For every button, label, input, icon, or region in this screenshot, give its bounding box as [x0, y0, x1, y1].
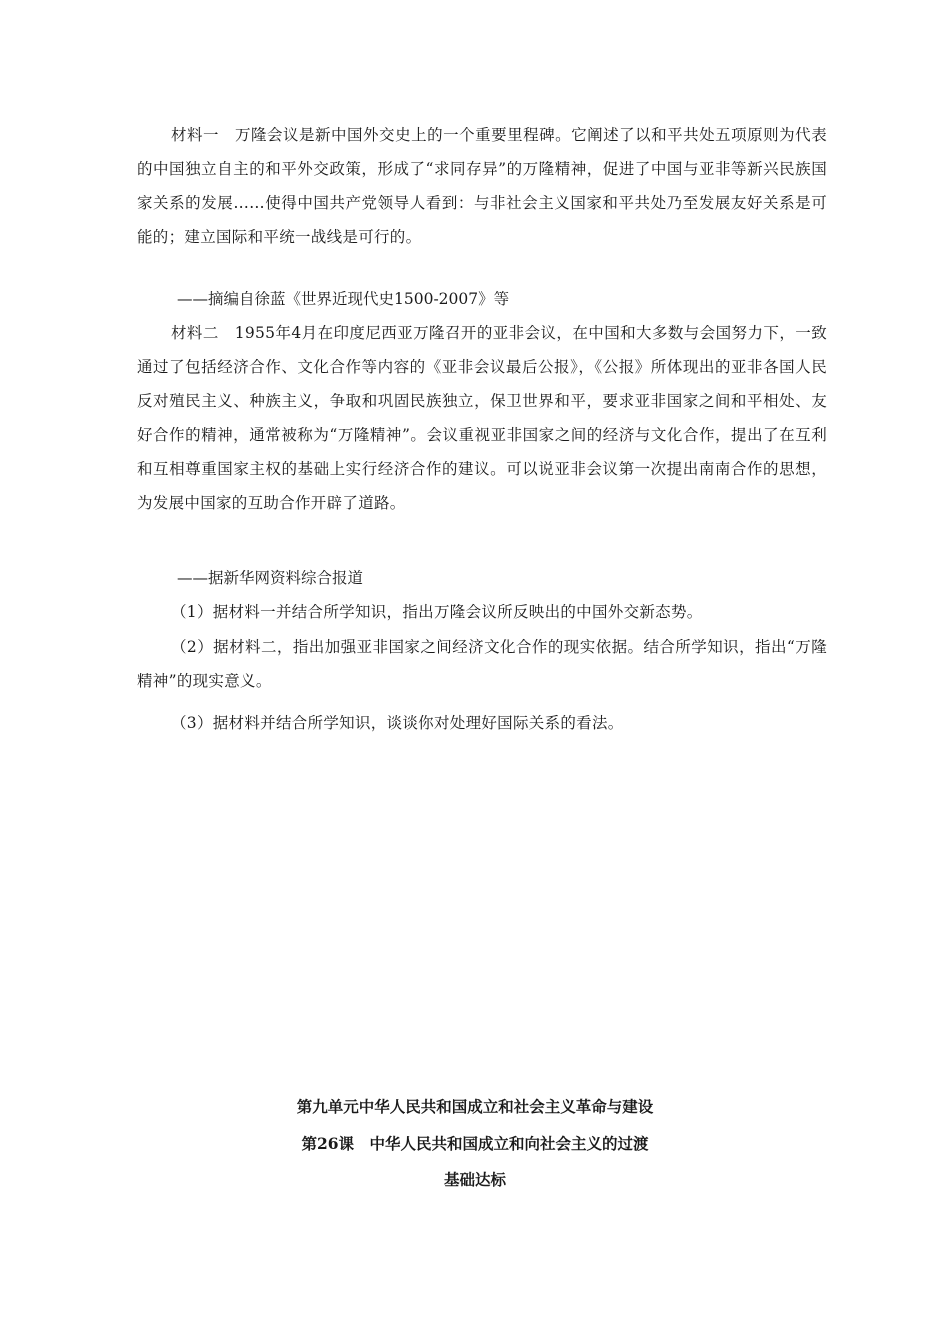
material-two-paragraph: 材料二 1955年4月在印度尼西亚万隆召开的亚非会议，在中国和大多数与会国努力下，一致通过了包括经济合作、文化合作等内容的《亚非会议最后公报》，《公报》所体现出的亚非各国人民反对殖民主义、种族主义，争取和巩固民族独立，保卫世界和平，要求亚非国家之间和平相处、友好合作的精神，通常被称为“万隆精神”。会议重视亚非国家之间的经济与文化合作，提出了在互利和互相尊重国家主权的基础上实行经济合作的建议。可以说亚非会议第一次提出南南合作的思想，为发展中国家的互助合作开辟了道路。: [137, 324, 827, 512]
question-1: （1）据材料一并结合所学知识，指出万隆会议所反映出的中国外交新态势。: [171, 603, 703, 621]
material-one-source: ——摘编自徐蓝《世界近现代史1500-2007》等: [177, 290, 510, 308]
section-title: 基础达标: [443, 1170, 506, 1189]
question-2: （2）据材料二，指出加强亚非国家之间经济文化合作的现实依据。结合所学知识，指出“万隆精神”的现实意义。: [137, 638, 827, 690]
question-3: （3）据材料并结合所学知识，谈谈你对处理好国际关系的看法。: [171, 714, 624, 732]
lesson-title: 第26课 中华人民共和国成立和向社会主义的过渡: [301, 1134, 649, 1153]
unit-title: 第九单元中华人民共和国成立和社会主义革命与建设: [296, 1097, 654, 1116]
material-two-source: ——据新华网资料综合报道: [177, 569, 364, 587]
material-one-paragraph: 材料一 万隆会议是新中国外交史上的一个重要里程碑。它阐述了以和平共处五项原则为代表的中国独立自主的和平外交政策，形成了“求同存异”的万隆精神，促进了中国与亚非等新兴民族国家关系的发展……使得中国共产党领导人看到：与非社会主义国家和平共处乃至发展友好关系是可能的；建立国际和平统一战线是可行的。: [137, 126, 827, 246]
